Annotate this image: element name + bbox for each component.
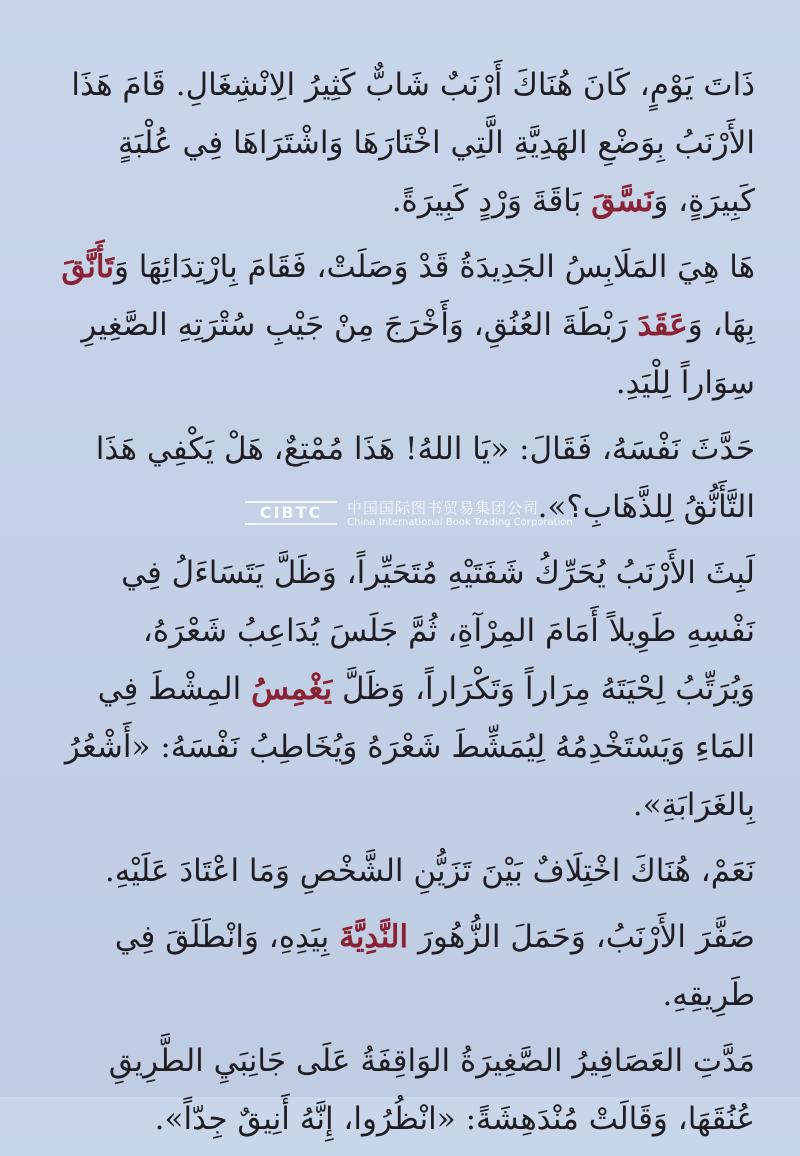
paragraph-2-text: هَا هِيَ المَلَابِسُ الجَدِيدَةُ قَدْ وَصَلَتْ، فَقَامَ بِارْتِدَائِهَا وَ [113, 249, 755, 285]
highlighted-word-annadiyya: النَّدِيَّةَ [339, 919, 409, 955]
paragraph-2-text-mid: بِهَا، وَ [687, 307, 755, 343]
paragraph-1-text: ذَاتَ يَوْمٍ، كَانَ هُنَاكَ أَرْنَبٌ شَابٌّ كَثِيرُ الِانْشِغَالِ. قَامَ هَذَا الأَرْنَبُ بِوَضْعِ الهَدِيَّةِ الَّتِي اخْتَارَهَا وَاشْتَرَاهَا فِي عُلْبَةٍ كَبِيرَةٍ، وَ [71, 67, 755, 219]
paragraph-5 [55, 842, 755, 900]
paragraph-3 [55, 420, 755, 536]
paragraph-1-text-end: بَاقَةَ وَرْدٍ كَبِيرَةً. [391, 183, 592, 219]
watermark-english-text: China International Book Trading Corporation [347, 517, 573, 528]
highlighted-word-yaghmisu: يَغْمِسُ [251, 671, 333, 707]
paragraph-7 [55, 1032, 755, 1148]
paragraph-6-text-end: بِيَدِهِ، وَانْطَلَقَ فِي طَرِيقِهِ. [114, 919, 755, 1013]
story-text [55, 56, 755, 1156]
paragraph-4-text: لَبِثَ الأَرْنَبُ يُحَرِّكُ شَفَتَيْهِ مُتَحَيِّراً، وَظَلَّ يَتَسَاءَلُ فِي نَفْسِهِ طَوِيلاً أَمَامَ المِرْآةِ، ثُمَّ جَلَسَ يُدَاعِبُ شَعْرَهُ، وَيُرَتِّبُ لِحْيَتَهُ مِرَاراً وَتَكْرَاراً، وَظَلَّ [121, 555, 755, 707]
paragraph-6-text: صَفَّرَ الأَرْنَبُ، وَحَمَلَ الزُّهُورَ [408, 919, 755, 955]
paragraph-3-text: حَدَّثَ نَفْسَهُ، فَقَالَ: «يَا اللهُ! هَذَا مُمْتِعٌ، هَلْ يَكْفِي هَذَا التَّأَنُّقُ لِلذَّهَابِ؟». [95, 431, 755, 525]
paragraph-5-text: نَعَمْ، هُنَاكَ اخْتِلَافٌ بَيْنَ تَزَيُّنِ الشَّخْصِ وَمَا اعْتَادَ عَلَيْهِ. [104, 853, 755, 889]
watermark-chinese-text: 中国国际图书贸易集团公司 [347, 499, 540, 517]
paragraph-4 [55, 544, 755, 834]
highlighted-word-taannaqa: تَأَنَّقَ [61, 249, 114, 285]
cibtc-logo: CIBTC [245, 501, 337, 525]
paragraph-4-text-end: المِشْطَ فِي المَاءِ وَيَسْتَخْدِمُهُ لِيُمَشِّطَ شَعْرَهُ وَيُخَاطِبُ نَفْسَهُ: «أَشْعُرُ بِالغَرَابَةِ». [64, 671, 755, 823]
paragraph-2 [55, 238, 755, 412]
paragraph-6 [55, 908, 755, 1024]
paragraph-1 [55, 56, 755, 230]
paragraph-7-text: مَدَّتِ العَصَافِيرُ الصَّغِيرَةُ الوَاقِفَةُ عَلَى جَانِبَيِ الطَّرِيقِ عُنُقَهَا، وَقَالَتْ مُنْدَهِشَةً: «انْظُرُوا، إِنَّهُ أَنِيقٌ جِدّاً». [108, 1043, 755, 1137]
highlighted-word-aqada: عَقَدَ [637, 307, 688, 343]
highlighted-word-nassaqa: نَسَّقَ [591, 183, 654, 219]
paragraph-2-text-end: رَبْطَةَ العُنُقِ، وَأَخْرَجَ مِنْ جَيْبِ سُتْرَتِهِ الصَّغِيرِ سِوَاراً لِلْيَدِ. [81, 307, 755, 401]
